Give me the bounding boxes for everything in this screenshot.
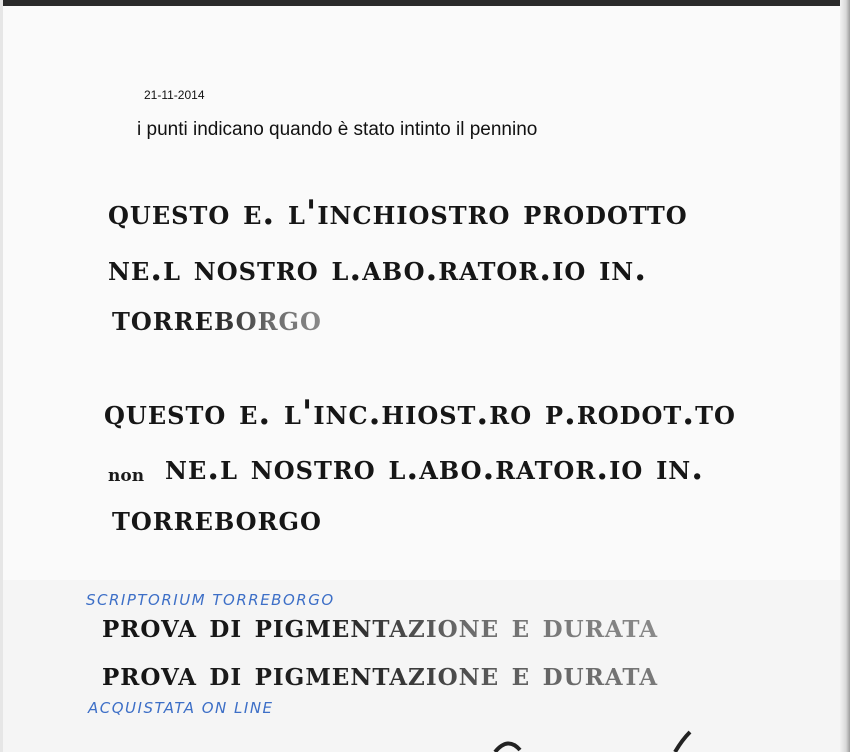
calligraphy-prefix: non (108, 466, 145, 486)
bottom-ink-strokes (0, 728, 850, 752)
calligraphy-line-3: torreborgo (112, 299, 322, 339)
pigment-test-line-2: prova di pigmentazione e durata (102, 654, 659, 693)
blue-label-bottom: ACQUISTATA ON LINE (88, 699, 274, 717)
calligraphy-line-4: questo e. l'inc.hiost.ro p.rodot.to (104, 393, 736, 433)
pigment-test-line-1: prova di pigmentazione e durata (102, 606, 659, 645)
calligraphy-line-6: torreborgo (112, 499, 322, 539)
calligraphy-line-2: ne.l nostro l.abo.rator.io in. (108, 249, 648, 289)
note-text: i punti indicano quando è stato intinto il pennino (137, 119, 538, 140)
blue-label-top: SCRIPTORIUM TORREBORGO (86, 591, 335, 609)
scan-right-edge (840, 0, 850, 752)
calligraphy-line-5: ne.l nostro l.abo.rator.io in. (165, 448, 705, 488)
scan-left-edge (0, 0, 3, 752)
date-label: 21-11-2014 (144, 88, 205, 102)
calligraphy-line-1: questo e. l'inchiostro prodotto (108, 193, 688, 233)
scan-top-edge (0, 0, 850, 6)
